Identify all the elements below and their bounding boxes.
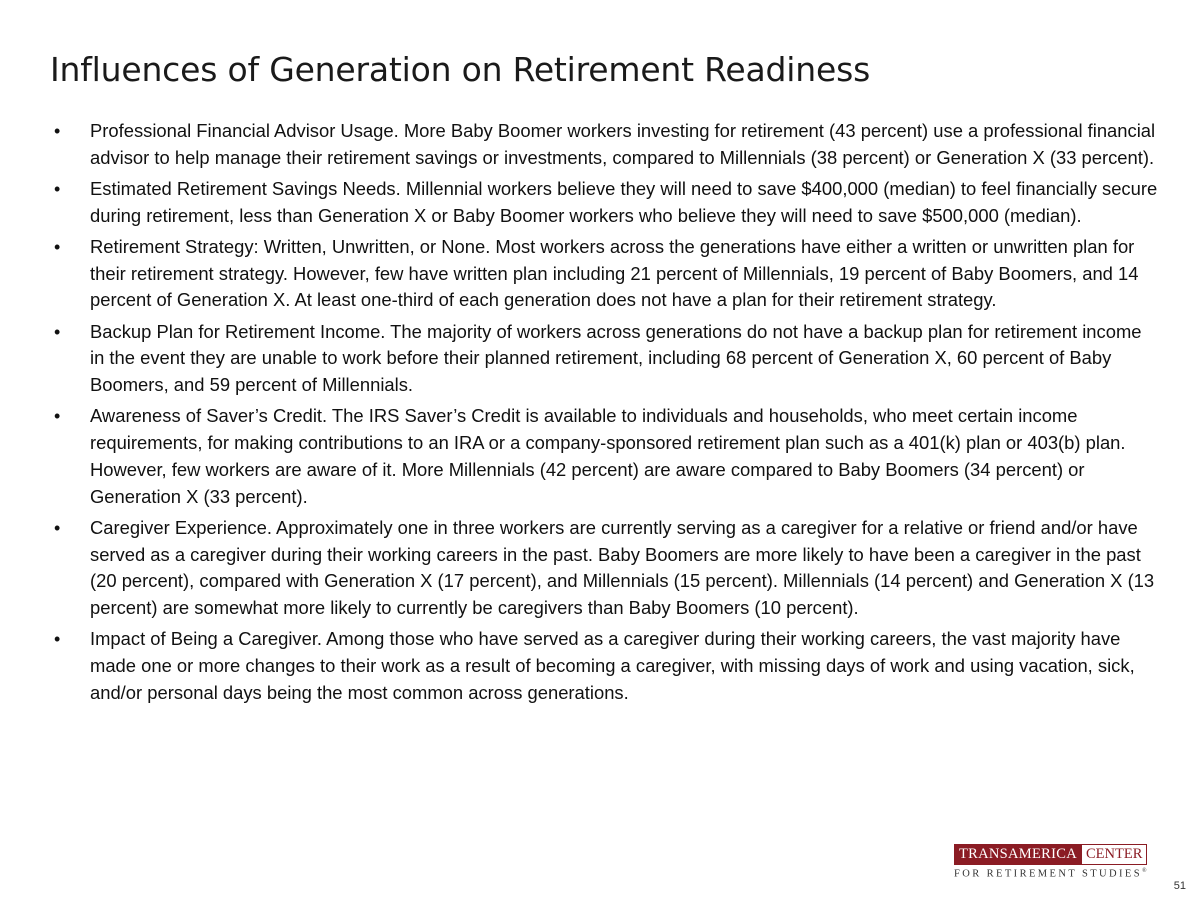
bullet-marker: •	[54, 517, 61, 538]
bullet-text: Caregiver Experience. Approximately one in three workers are currently serving as a caregiver for a relative or friend and/or have served as a caregiver during their working careers in the past. Baby Boomers are more likely to have been a caregiver in the past (20 percent), compared with Generation X (17 percent), and Millennials (15 percent). Millennials (14 percent) and Generation X (13 percent) are somewhat more likely to currently be caregivers than Baby Boomers (10 percent).	[90, 516, 1155, 618]
bullet-item	[52, 319, 1158, 399]
bullet-text: Backup Plan for Retirement Income. The majority of workers across generations do not have a backup plan for retirement income in the event they are unable to work before their planned retirement, including 68 percent of Generation X, 60 percent of Baby Boomers, and 59 percent of Millennials.	[90, 320, 1142, 396]
bullet-item	[52, 118, 1158, 171]
bullet-text: Awareness of Saver’s Credit. The IRS Saver’s Credit is available to individuals and households, who meet certain income requirements, for making contributions to an IRA or a company-sponsored retirement plan such as a 401(k) plan or 403(b) plan. However, few workers are aware of it. More Millennials (42 percent) are aware compared to Baby Boomers (34 percent) or Generation X (33 percent).	[90, 405, 1126, 507]
bullet-item	[52, 403, 1158, 510]
logo-subtitle: FOR RETIREMENT STUDIES®	[954, 868, 1147, 880]
page-number: 51	[1173, 880, 1186, 892]
bullet-text: Estimated Retirement Savings Needs. Millennial workers believe they will need to save $400,000 (median) to feel financially secure during retirement, less than Generation X or Baby Boomer workers who believe they will need to save $500,000 (median).	[90, 178, 1158, 226]
bullet-marker: •	[54, 121, 61, 141]
bullet-item	[52, 626, 1158, 706]
bullet-marker: •	[54, 237, 61, 257]
logo-trademark: ®	[1141, 868, 1147, 874]
bullet-list	[52, 118, 1158, 711]
bullet-text: Impact of Being a Caregiver. Among those who have served as a caregiver during their working careers, the vast majority have made one or more changes to their work as a result of becoming a caregiver, with missing days of work and using vacation, sick, and/or personal days being the most common across generations.	[90, 628, 1135, 703]
bullet-item	[52, 234, 1158, 314]
slide-title: Influences of Generation on Retirement Readiness	[50, 50, 871, 89]
bullet-item	[52, 515, 1158, 622]
bullet-marker: •	[54, 179, 61, 199]
transamerica-center-logo	[954, 844, 1164, 884]
bullet-marker: •	[54, 406, 61, 427]
bullet-item	[52, 176, 1158, 229]
logo-wordmark	[954, 844, 1164, 865]
logo-transamerica-text: TRANSAMERICA	[954, 844, 1082, 865]
logo-center-text: CENTER	[1082, 844, 1147, 865]
bullet-text: Retirement Strategy: Written, Unwritten, or None. Most workers across the generations have either a written or unwritten plan for their retirement strategy. However, few have written plan including 21 percent of Millennials, 19 percent of Baby Boomers, and 14 percent of Generation X. At least one-third of each generation does not have a plan for their retirement strategy.	[90, 236, 1139, 311]
bullet-marker: •	[54, 629, 61, 650]
bullet-text: Professional Financial Advisor Usage. More Baby Boomer workers investing for retirement (43 percent) use a professional financial advisor to help manage their retirement savings or investments, compared to Millennials (38 percent) or Generation X (33 percent).	[90, 120, 1156, 168]
bullet-marker: •	[54, 321, 61, 342]
